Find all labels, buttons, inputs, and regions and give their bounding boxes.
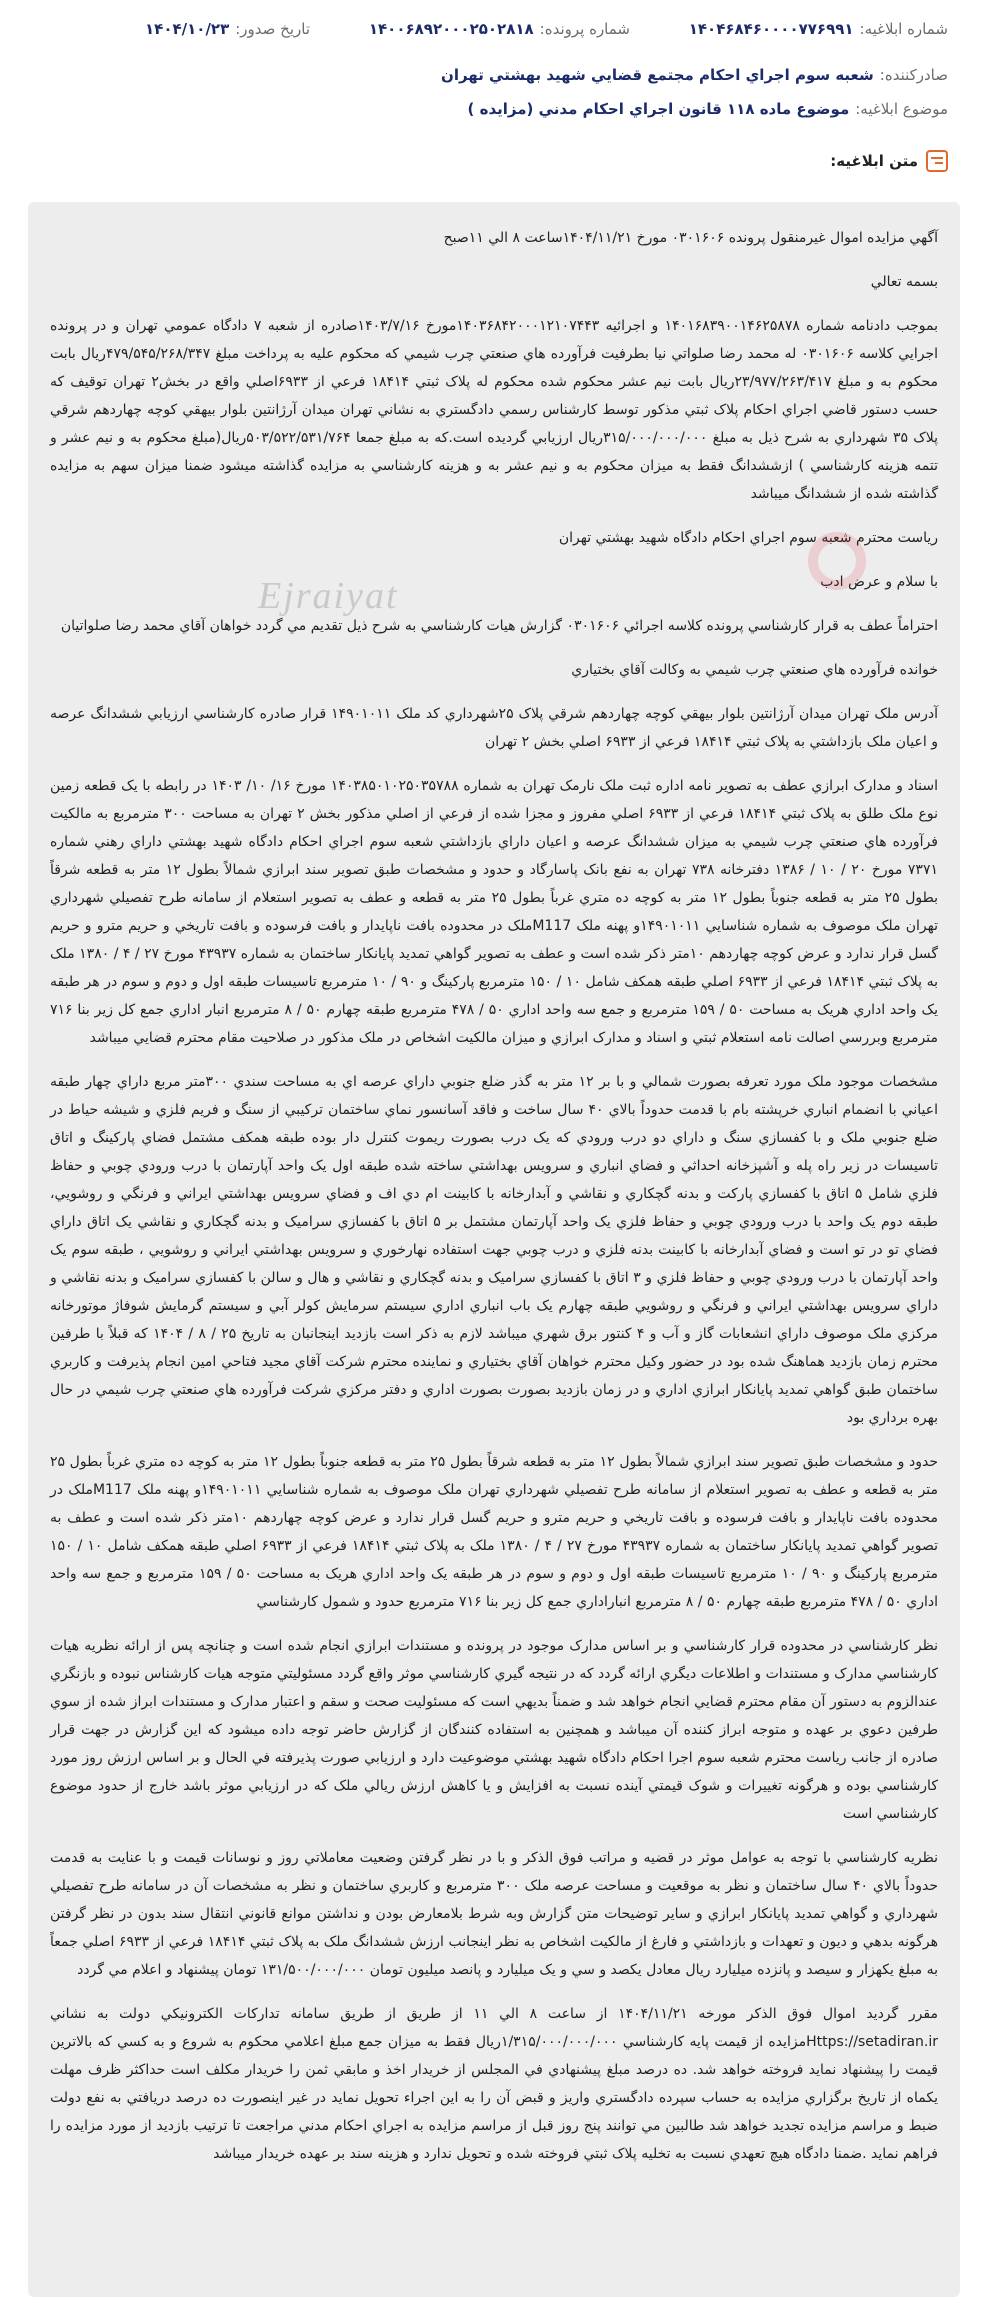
paragraph-10: حدود و مشخصات طبق تصوير سند ابرازي شمالاً بطول ۱۲ متر به قطعه شرقاً بطول ۲۵ متر به قطعه جنوباً بطول ۱۲ متر به کوچه ده متري غرباً بطول ۲۵ متر به قطعه و عطف به تصوير استعلام از سامانه طرح تفصيلي شهرداري تهران ملک موصوف به شماره شناسايي ۱۴۹۰۱۰۱۱و پهنه ملک M117ملک در محدوده بافت ناپايدار و بافت فرسوده و بافت تاريخي و حريم مترو و حريم گسل قرار ندارد و عرض کوچه چهاردهم ۱۰متر ذکر شده است و عطف به تصوير گواهي تمديد پايانکار ساختمان به شماره ۴۳۹۳۷ مورخ ۲۷ / ۴ / ۱۳۸۰ ملک به پلاک ثبتي ۱۸۴۱۴ فرعي از ۶۹۳۳ اصلي طبقه همکف شامل ۱۰ / ۱۵۰ مترمربع پارکينگ و ۹۰ / ۱۰ مترمربع تاسيسات طبقه اول و دوم و سوم در هر طبقه يک واحد اداري هريک به مساحت ۵۰ / ۱۵۹ مترمربع و جمع سه واحد اداري ۵۰ / ۴۷۸ مترمربع طبقه چهارم ۵۰ / ۸ مترمربع انباراداري جمع کل زير بنا ۷۱۶ مترمربع حدود و شمول کارشناسي bbox=[50, 1454, 939, 1610]
section-title: متن ابلاغيه: bbox=[830, 152, 918, 170]
subject-value: موضوع ماده ۱۱۸ قانون اجراي احکام مدني (مزايده ) bbox=[467, 100, 850, 118]
paragraph-2: بموجب دادنامه شماره ۱۴۰۱۶۸۳۹۰۰۱۴۶۲۵۸۷۸ و اجرائيه ۱۴۰۳۶۸۴۲۰۰۰۱۲۱۰۷۴۴۳مورخ ۱۴۰۳/۷/۱۶صادره از شعبه ۷ دادگاه عمومي تهران و در پرونده اجرايي کلاسه ۰۳۰۱۶۰۶ له محمد رضا صلواتي نيا بطرفيت فرآورده هاي صنعتي چرب شيمي که محکوم عليه به پرداخت مبلغ ۴۷۹/۵۴۵/۲۶۸/۳۴۷ريال بابت محکوم به و مبلغ ۲۳/۹۷۷/۲۶۳/۴۱۷ريال بابت نيم عشر محکوم شده محکوم له پلاک ثبتي ۱۸۴۱۴ فرعي از ۶۹۳۳اصلي واقع در بخش۲ تهران توقيف که حسب دستور قاضي اجراي احکام پلاک ثبتي مذکور توسط کارشناس رسمي دادگستري به نشاني تهران ميدان آرژانتين بلوار بيهقي کوچه چهاردهم شرقي پلاک ۳۵ شهرداري به شرح ذيل به مبلغ ۳۱۵/۰۰۰/۰۰۰/۰۰۰ريال ارزيابي گرديده است.که به مبلغ جمعا ۵۰۳/۵۲۲/۵۳۱/۷۶۴ريال(مبلغ محکوم به و نيم عشر و تتمه هزينه کارشناسي ) ازششدانگ فقط به ميزان محکوم به و نيم عشر به و هزينه کارشناسي به مزايده گذاشته ميشود ضمنا ميزان سهم به مزايده گذاشته شده از ششدانگ ميباشد bbox=[50, 318, 939, 502]
paragraph-5: احتراماً عطف به قرار کارشناسي پرونده کلاسه اجرائي ۰۳۰۱۶۰۶ گزارش هيات کارشناسي به شرح ذيل تقديم مي گردد خواهان آقاي محمد رضا صلواتيان bbox=[60, 618, 938, 634]
paragraph-3: رياست محترم شعبه سوم اجراي احکام دادگاه شهيد بهشتي تهران bbox=[558, 530, 938, 546]
issuer-label: صادرکننده: bbox=[879, 66, 948, 84]
paragraph-6: خوانده فرآورده هاي صنعتي چرب شيمي به وکالت آقاي بختياري bbox=[571, 662, 938, 678]
paragraph-12: نظريه کارشناسي با توجه به عوامل موثر در قضيه و مراتب فوق الذکر و با در نظر گرفتن وضعيت معاملاتي روز و نوسانات قيمت و با عنايت به قدمت حدوداً بالاي ۴۰ سال ساختمان و نظر به موقعيت و مساحت عرصه ملک ۳۰۰ مترمربع و کاربري ساختمان و نظر به مشخصات آن در سامانه طرح تفصيلي شهرداري و گواهي تمديد پايانکار ابرازي و ساير توضيحات متن گزارش وبه شرط بلامعارض بودن و نداشتن موانع قانوني انتقال سند بدون در نظر گرفتن هرگونه بدهي و ديون و تعهدات و بازداشتي و فارغ از مالکيت اشخاص به نظر اينجانب ارزش ششدانگ ملک به پلاک ثبتي ۱۸۴۱۴ فرعي از ۶۹۳۳ اصلي جمعاً به مبلغ يکهزار و سيصد و پانزده ميليارد ريال معادل يکصد و سي و يک ميليارد و پانصد ميليون تومان ۱۳۱/۵۰۰/۰۰۰/۰۰۰ تومان پيشنهاد و اعلام مي گردد bbox=[50, 1850, 938, 1978]
watermark-text: Ejraiyat bbox=[258, 575, 399, 617]
paragraph-11: نظر کارشناسي در محدوده قرار کارشناسي و بر اساس مدارک موجود در پرونده و مستندات ابرازي انجام شده است و چنانچه پس از ارائه نظريه هيات کارشناسي مدارک و مستندات و اطلاعات ديگري ارائه گردد که در نتيجه گيري کارشناسي موثر واقع گردد مسئوليتي متوجه هيات کارشناس نبوده و بازنگري عندالزوم به دستور آن مقام محترم قضايي انجام خواهد شد و ضمناً بديهي است که مسئوليت صحت و سقم و اعتبار مدارک و مستندات ابراز شده از سوي طرفين دعوي بر عهده و متوجه ابراز کننده آن ميباشد و همچنين به استفاده کنندگان از گزارش حاضر توجه داده ميشود که اين گزارش در جهت قرار صادره از جانب رياست محترم شعبه سوم اجرا احکام دادگاه شهيد بهشتي موضوعيت دارد و ارزيابي صورت پذيرفته في الحال و بر اساس ارزش روز مورد کارشناسي بوده و هرگونه تغييرات و شوک قيمتي آينده نسبت به افزايش و يا کاهش ارزش ريالي ملک که در ارزيابي موثر باشد خارج از حدود موضوع کارشناسي است bbox=[50, 1638, 938, 1822]
subject-label: موضوع ابلاغيه: bbox=[855, 100, 948, 118]
paragraph-4: با سلام و عرض ادب bbox=[820, 574, 938, 590]
header-meta bbox=[28, 0, 948, 58]
document-icon bbox=[926, 150, 948, 172]
issue-date: تاريخ صدور: ۱۴۰۴/۱۰/۲۳ bbox=[145, 20, 310, 38]
case-number: شماره پرونده: ۱۴۰۰۶۸۹۲۰۰۰۲۵۰۲۸۱۸ bbox=[368, 20, 630, 38]
paragraph-0: آگهي مزايده اموال غيرمنقول پرونده ۰۳۰۱۶۰۶ مورخ ۱۴۰۴/۱۱/۲۱ساعت ۸ الي ۱۱صبح bbox=[443, 230, 938, 246]
paragraph-9: مشخصات موجود ملک مورد تعرفه بصورت شمالي و با بر ۱۲ متر به گذر ضلع جنوبي داراي عرصه اي به مساحت سندي ۳۰۰متر مربع داراي چهار طبقه اعياني با انضمام انباري خرپشته بام با قدمت حدوداً بالاي ۴۰ سال ساخت و فاقد آسانسور نماي ساختمان ترکيبي از سنگ و فريم فلزي و شيشه حياط در ضلع جنوبي ملک و با کفسازي سنگ و داراي دو درب ورودي که يک درب بصورت ريموت کنترل دار بوده طبقه همکف مشتمل فضاي پارکينگ و اتاق تاسيسات در زير راه پله و آشپزخانه احداثي و فضاي انباري و سرويس بهداشتي ساخته شده طبقه اول يک واحد آپارتمان با درب ورودي چوبي و حفاظ فلزي شامل ۵ اتاق با کفسازي پارکت و بدنه گچکاري و نقاشي و آبدارخانه با کابينت ام دي اف و فضاي سرويس بهداشتي ايراني و فرنگي و روشويي، طبقه دوم يک واحد با درب ورودي چوبي و حفاظ فلزي يک واحد آپارتمان مشتمل بر ۵ اتاق با کفسازي سراميک و بدنه گچکاري و نقاشي يک اتاق داراي فضاي تو در تو است و فضاي آبدارخانه با کابينت بدنه فلزي و درب چوبي جهت استفاده نهارخوري و سرويس بهداشتي ايراني و روشويي ، طبقه سوم يک واحد آپارتمان با درب ورودي چوبي و حفاظ فلزي و ۳ اتاق با کفسازي سراميک و بدنه گچکاري و نقاشي و هال و سالن با کفسازي سراميک و بدنه نقاشي و داراي سرويس بهداشتي ايراني و فرنگي و روشويي طبقه چهارم يک باب انباري اداري سيستم سرمايش کولر آبي و سيستم گرمايش شوفاژ موتورخانه مرکزي ملک موصوف داراي انشعابات گاز و آب و ۴ کنتور برق شهري ميباشد لازم به ذکر است بازديد اينجانبان به تاريخ ۲۵ / ۸ / ۱۴۰۴ که قبلاً با طرفين محترم زمان بازديد هماهنگ شده بود در حضور وکيل محترم خواهان آقاي بختياري و نماينده محترم شرکت آقاي مجيد فتاحي امين انجام پذيرفت و کاربري ساختمان طبق گواهي تمديد پايانکار ابرازي اداري و در زمان بازديد بصورت بصورت اداري و دفتر مرکزي شرکت فرآورده هاي صنعتي چرب شيمي در حال بهره برداري بود bbox=[50, 1074, 939, 1426]
issuer-value: شعبه سوم اجراي احکام مجتمع قضايي شهيد بهشتي تهران bbox=[441, 66, 874, 84]
notice-number: شماره ابلاغيه: ۱۴۰۴۶۸۴۶۰۰۰۰۷۷۶۹۹۱ bbox=[688, 20, 948, 38]
notice-body bbox=[28, 202, 960, 2297]
paragraph-1: بسمه تعالي bbox=[870, 274, 938, 290]
issuer-line bbox=[28, 58, 948, 92]
watermark-logo-icon bbox=[808, 532, 866, 590]
subject-line bbox=[28, 92, 948, 126]
paragraph-8: اسناد و مدارک ابرازي عطف به تصوير نامه اداره ثبت ملک نارمک تهران به شماره ۱۴۰۳۸۵۰۱۰۲۵۰۳۵۷۸۸ مورخ ۱۶/ ۱۰/ ۱۴۰۳ در رابطه با يک قطعه زمين نوع ملک طلق به پلاک ثبتي ۱۸۴۱۴ فرعي از ۶۹۳۳ اصلي مفروز و مجزا شده از فرعي از اصلي مذکور بخش ۲ تهران به مساحت ۳۰۰ مترمربع به مالکيت فرآورده هاي صنعتي چرب شيمي به ميزان ششدانگ عرصه و اعيان داراي بازداشتي شعبه سوم اجراي احکام دادگاه شهيد بهشتي داراي رهني شماره ۷۳۷۱ مورخ ۲۰ / ۱۰ / ۱۳۸۶ دفترخانه ۷۳۸ تهران به نفع بانک پاسارگاد و حدود و مشخصات طبق تصوير سند ابرازي شمالاً بطول ۱۲ متر به قطعه شرقاً بطول ۲۵ متر به قطعه جنوباً بطول ۱۲ متر به کوچه ده متري غرباً بطول ۲۵ متر به قطعه و عطف به تصوير استعلام از سامانه طرح تفصيلي شهرداري تهران ملک موصوف به شماره شناسايي ۱۴۹۰۱۰۱۱و پهنه ملک M117ملک در محدوده بافت ناپايدار و بافت فرسوده و بافت تاريخي و حريم مترو و حريم گسل قرار ندارد و عرض کوچه چهاردهم ۱۰متر ذکر شده است و عطف به تصوير گواهي تمديد پايانکار ساختمان به شماره ۴۳۹۳۷ مورخ ۲۷ / ۴ / ۱۳۸۰ ملک به پلاک ثبتي ۱۸۴۱۴ فرعي از ۶۹۳۳ اصلي طبقه همکف شامل ۱۰ / ۱۵۰ مترمربع پارکينگ و ۹۰ / ۱۰ مترمربع تاسيسات طبقه اول و دوم و سوم در هر طبقه يک واحد اداري هريک به مساحت ۵۰ / ۱۵۹ مترمربع و جمع سه واحد اداري ۵۰ / ۴۷۸ مترمربع طبقه چهارم ۵۰ / ۸ مترمربع انبار اداري جمع کل زير بنا ۷۱۶ مترمربع وبررسي اصالت نامه استعلام ثبتي و اسناد و مدارک ابرازي و ميزان مالکيت اشخاص در ملک مذکور در صلاحيت مقام محترم قضايي ميباشد bbox=[50, 778, 939, 1046]
paragraph-13: مقرر گرديد اموال فوق الذکر مورخه ۱۴۰۴/۱۱/۲۱ از ساعت ۸ الي ۱۱ از طريق از طريق سامانه تدارکات الکترونيکي دولت به نشاني Https://setadiran.irمزايده از قيمت پايه کارشناسي ۱/۳۱۵/۰۰۰/۰۰۰/۰۰۰ريال فقط به ميزان جمع مبلغ اعلامي محکوم به شروع و به کسي که بالاترين قيمت را پيشنهاد نمايد فروخته خواهد شد. ده درصد مبلغ پيشنهادي في المجلس از خريدار اخذ و مابقي ثمن را خريدار مکلف است حداکثر ظرف مهلت يکماه از تاريخ برگزاري مزايده به حساب سپرده دادگستري واريز و قبض آن را به اين اجراء تحويل نمايد در غير اينصورت ده درصد دريافتي به نفع دولت ضبط و مراسم مزايده تجديد خواهد شد طالبين مي توانند پنج روز قبل از مراسم مزايده به اجراي احکام مدني مراجعت تا ترتيب بازديد از مورد مزايده را فراهم نمايد .ضمنا دادگاه هيچ تعهدي نسبت به تخليه پلاک ثبتي فروخته شده و تحويل ندارد و هزينه سند بر عهده خريدار ميباشد bbox=[50, 2006, 939, 2162]
section-header bbox=[28, 146, 948, 176]
paragraph-7: آدرس ملک تهران ميدان آرژانتين بلوار بيهقي کوچه چهاردهم شرقي پلاک ۲۵شهرداري کد ملک ۱۴۹۰۱۰۱۱ قرار صادره کارشناسي ارزيابي ششدانگ عرصه و اعيان ملک بازداشتي به پلاک ثبتي ۱۸۴۱۴ فرعي از ۶۹۳۳ اصلي بخش ۲ تهران bbox=[50, 706, 938, 750]
